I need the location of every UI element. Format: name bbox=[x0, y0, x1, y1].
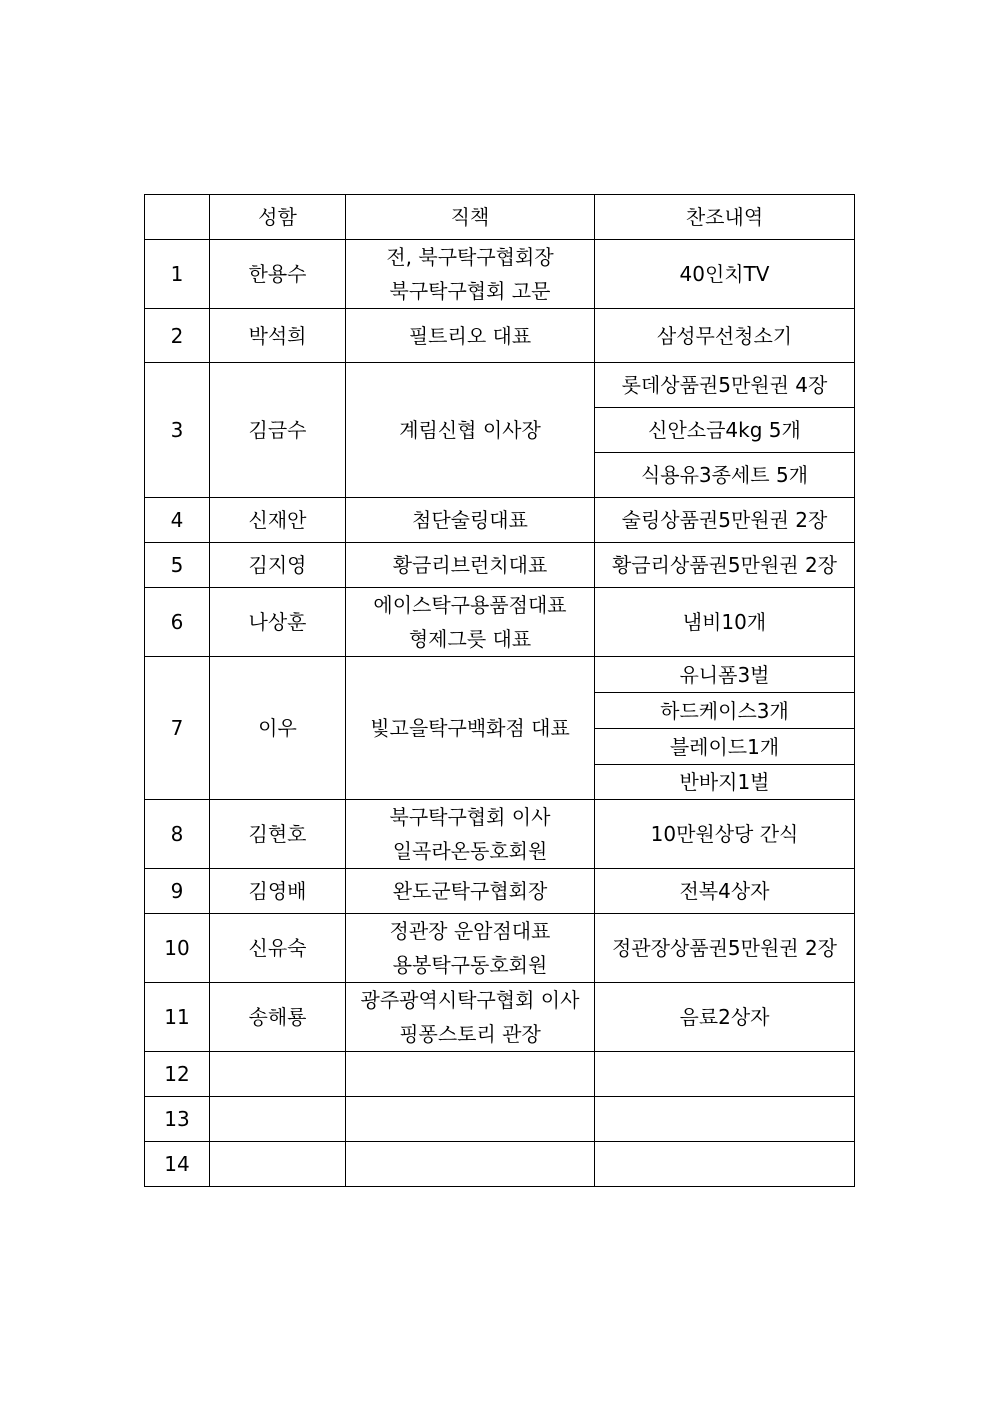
donation-item bbox=[595, 1052, 855, 1097]
table-row bbox=[145, 240, 855, 309]
sponsor-position-line: 첨단술링대표 bbox=[412, 508, 528, 532]
table-row bbox=[145, 657, 855, 693]
sponsor-name bbox=[210, 1097, 346, 1142]
header-position: 직책 bbox=[346, 195, 595, 240]
table-body bbox=[145, 240, 855, 1187]
table-row bbox=[145, 363, 855, 408]
donation-item: 술링상품권5만원권 2장 bbox=[595, 498, 855, 543]
sponsor-name: 송해룡 bbox=[210, 983, 346, 1052]
donation-item: 신안소금4kg 5개 bbox=[595, 408, 855, 453]
sponsor-position-line: 북구탁구협회 이사 bbox=[389, 805, 551, 829]
donation-item: 식용유3종세트 5개 bbox=[595, 453, 855, 498]
sponsor-position bbox=[346, 543, 595, 588]
donation-item bbox=[595, 1142, 855, 1187]
donation-item: 삼성무선청소기 bbox=[595, 309, 855, 363]
sponsor-position-line: 일곡라온동호회원 bbox=[392, 839, 548, 863]
sponsor-position-line: 북구탁구협회 고문 bbox=[389, 279, 551, 303]
sponsor-name bbox=[210, 1052, 346, 1097]
sponsor-position-line: 용봉탁구동호회원 bbox=[392, 953, 548, 977]
table-row bbox=[145, 914, 855, 983]
table-row bbox=[145, 588, 855, 657]
header-no bbox=[145, 195, 210, 240]
sponsor-position bbox=[346, 983, 595, 1052]
sponsor-name: 이우 bbox=[210, 657, 346, 800]
sponsor-position-line: 형제그릇 대표 bbox=[408, 627, 532, 651]
sponsor-name: 김현호 bbox=[210, 800, 346, 869]
table-row bbox=[145, 498, 855, 543]
sponsor-name: 나상훈 bbox=[210, 588, 346, 657]
row-number: 13 bbox=[145, 1097, 210, 1142]
table-row bbox=[145, 983, 855, 1052]
sponsor-position bbox=[346, 914, 595, 983]
row-number: 1 bbox=[145, 240, 210, 309]
row-number: 3 bbox=[145, 363, 210, 498]
sponsor-name: 박석희 bbox=[210, 309, 346, 363]
donation-item: 블레이드1개 bbox=[595, 729, 855, 765]
sponsor-position-line: 핑퐁스토리 관장 bbox=[399, 1022, 541, 1046]
sponsor-position bbox=[346, 309, 595, 363]
sponsor-table bbox=[144, 194, 855, 1187]
table-row bbox=[145, 309, 855, 363]
row-number: 12 bbox=[145, 1052, 210, 1097]
row-number: 11 bbox=[145, 983, 210, 1052]
row-number: 5 bbox=[145, 543, 210, 588]
sponsor-position bbox=[346, 1097, 595, 1142]
sponsor-name: 김금수 bbox=[210, 363, 346, 498]
row-number: 9 bbox=[145, 869, 210, 914]
header-name: 성함 bbox=[210, 195, 346, 240]
donation-item: 반바지1벌 bbox=[595, 765, 855, 800]
sponsor-position bbox=[346, 240, 595, 309]
sponsor-position bbox=[346, 498, 595, 543]
sponsor-position bbox=[346, 869, 595, 914]
donation-item: 황금리상품권5만원권 2장 bbox=[595, 543, 855, 588]
sponsor-position-line: 필트리오 대표 bbox=[408, 323, 532, 348]
table-row bbox=[145, 543, 855, 588]
row-number: 4 bbox=[145, 498, 210, 543]
donation-item: 롯데상품권5만원권 4장 bbox=[595, 363, 855, 408]
sponsor-position bbox=[346, 1142, 595, 1187]
donation-item: 10만원상당 간식 bbox=[595, 800, 855, 869]
sponsor-name: 신재안 bbox=[210, 498, 346, 543]
donation-item: 하드케이스3개 bbox=[595, 693, 855, 729]
sponsor-name: 한용수 bbox=[210, 240, 346, 309]
row-number: 8 bbox=[145, 800, 210, 869]
row-number: 10 bbox=[145, 914, 210, 983]
table-row bbox=[145, 800, 855, 869]
sponsor-name: 김지영 bbox=[210, 543, 346, 588]
sponsor-position-line: 전, 북구탁구협회장 bbox=[386, 245, 554, 269]
sponsor-position-line: 정관장 운암점대표 bbox=[389, 919, 551, 943]
donation-item: 음료2상자 bbox=[595, 983, 855, 1052]
table-row bbox=[145, 1052, 855, 1097]
sponsor-name: 신유숙 bbox=[210, 914, 346, 983]
sponsor-position-line: 완도군탁구협회장 bbox=[392, 879, 548, 903]
donation-item: 냄비10개 bbox=[595, 588, 855, 657]
row-number: 2 bbox=[145, 309, 210, 363]
sponsor-position bbox=[346, 363, 595, 498]
row-number: 14 bbox=[145, 1142, 210, 1187]
sponsor-position-line: 계림신협 이사장 bbox=[399, 418, 541, 442]
sponsor-name bbox=[210, 1142, 346, 1187]
sponsor-position-line: 빛고을탁구백화점 대표 bbox=[370, 716, 570, 740]
row-number: 7 bbox=[145, 657, 210, 800]
header-row bbox=[145, 195, 855, 240]
sponsor-position bbox=[346, 588, 595, 657]
donation-item: 전복4상자 bbox=[595, 869, 855, 914]
sponsor-name: 김영배 bbox=[210, 869, 346, 914]
sponsor-position bbox=[346, 657, 595, 800]
sponsor-position bbox=[346, 1052, 595, 1097]
sponsor-position-line: 에이스탁구용품점대표 bbox=[373, 593, 567, 617]
donation-item: 40인치TV bbox=[595, 240, 855, 309]
header-donation: 찬조내역 bbox=[595, 195, 855, 240]
donation-item bbox=[595, 1097, 855, 1142]
sponsor-position bbox=[346, 800, 595, 869]
row-number: 6 bbox=[145, 588, 210, 657]
sponsor-position-line: 황금리브런치대표 bbox=[392, 553, 548, 577]
sponsor-position-line: 광주광역시탁구협회 이사 bbox=[360, 988, 580, 1012]
table-row bbox=[145, 869, 855, 914]
donation-item: 정관장상품권5만원권 2장 bbox=[595, 914, 855, 983]
donation-item: 유니폼3벌 bbox=[595, 657, 855, 693]
table-row bbox=[145, 1097, 855, 1142]
table-row bbox=[145, 1142, 855, 1187]
